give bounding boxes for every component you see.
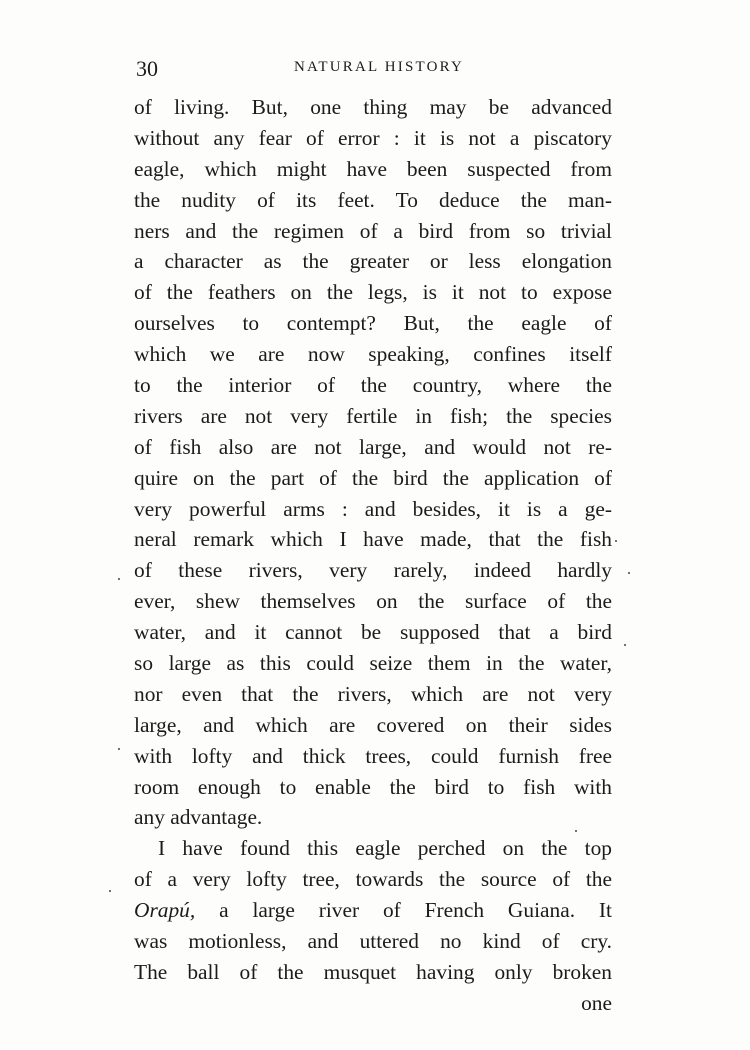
text-line: The ball of the musquet having only broken — [134, 959, 612, 984]
text-line: of fish also are not large, and would not re- — [134, 434, 612, 459]
text-line: ners and the regimen of a bird from so trivial — [134, 218, 612, 243]
text-line: neral remark which I have made, that the fish — [134, 527, 612, 552]
text-line-rest: a large river of French Guiana. It — [195, 898, 612, 923]
text-line: nor even that the rivers, which are not very — [134, 681, 612, 706]
text-line: of living. But, one thing may be advanced — [134, 95, 612, 119]
paragraph-start-line: I have found this eagle perched on the top — [158, 836, 612, 861]
text-line: rivers are not very fertile in fish; the species — [134, 403, 612, 428]
text-line: so large as this could seize them in the water, — [134, 651, 612, 676]
text-line: which we are now speaking, confines itself — [134, 342, 612, 367]
print-speck — [615, 540, 617, 542]
text-line: ourselves to contempt? But, the eagle of — [134, 311, 612, 336]
running-title: NATURAL HISTORY — [293, 59, 465, 75]
text-line: of the feathers on the legs, is it not to expose — [134, 280, 612, 305]
text-line: water, and it cannot be supposed that a bird — [134, 620, 612, 645]
text-line-with-place-name — [134, 895, 612, 926]
catchword: one — [581, 990, 612, 1015]
paragraph-end-line: any advantage. — [134, 805, 263, 830]
text-line: ever, shew themselves on the surface of the — [134, 589, 612, 614]
page-number: 30 — [136, 56, 158, 81]
text-line: very powerful arms : and besides, it is a ge- — [134, 496, 612, 521]
text-line: room enough to enable the bird to fish with — [134, 774, 612, 799]
print-speck — [118, 748, 120, 750]
print-speck — [624, 644, 626, 646]
text-line: of a very lofty tree, towards the source of the — [134, 867, 612, 892]
text-line: without any fear of error : it is not a piscatory — [134, 125, 612, 150]
print-speck — [109, 890, 111, 892]
text-line: eagle, which might have been suspected from — [134, 156, 612, 181]
text-line: of these rivers, very rarely, indeed hardly — [134, 558, 612, 583]
print-speck — [575, 830, 577, 832]
running-head — [134, 56, 612, 84]
text-line: the nudity of its feet. To deduce the man- — [134, 187, 612, 212]
text-line: to the interior of the country, where the — [134, 373, 612, 398]
text-line: quire on the part of the bird the application of — [134, 465, 612, 490]
text-line: a character as the greater or less elongation — [134, 249, 612, 274]
text-line: large, and which are covered on their sides — [134, 712, 612, 737]
text-line: with lofty and thick trees, could furnish free — [134, 743, 612, 768]
print-speck — [118, 578, 120, 580]
text-line: was motionless, and uttered no kind of cry. — [134, 929, 612, 954]
print-speck — [628, 572, 630, 574]
place-name-italic: Orapú, — [134, 898, 196, 923]
body-text — [134, 92, 612, 1019]
